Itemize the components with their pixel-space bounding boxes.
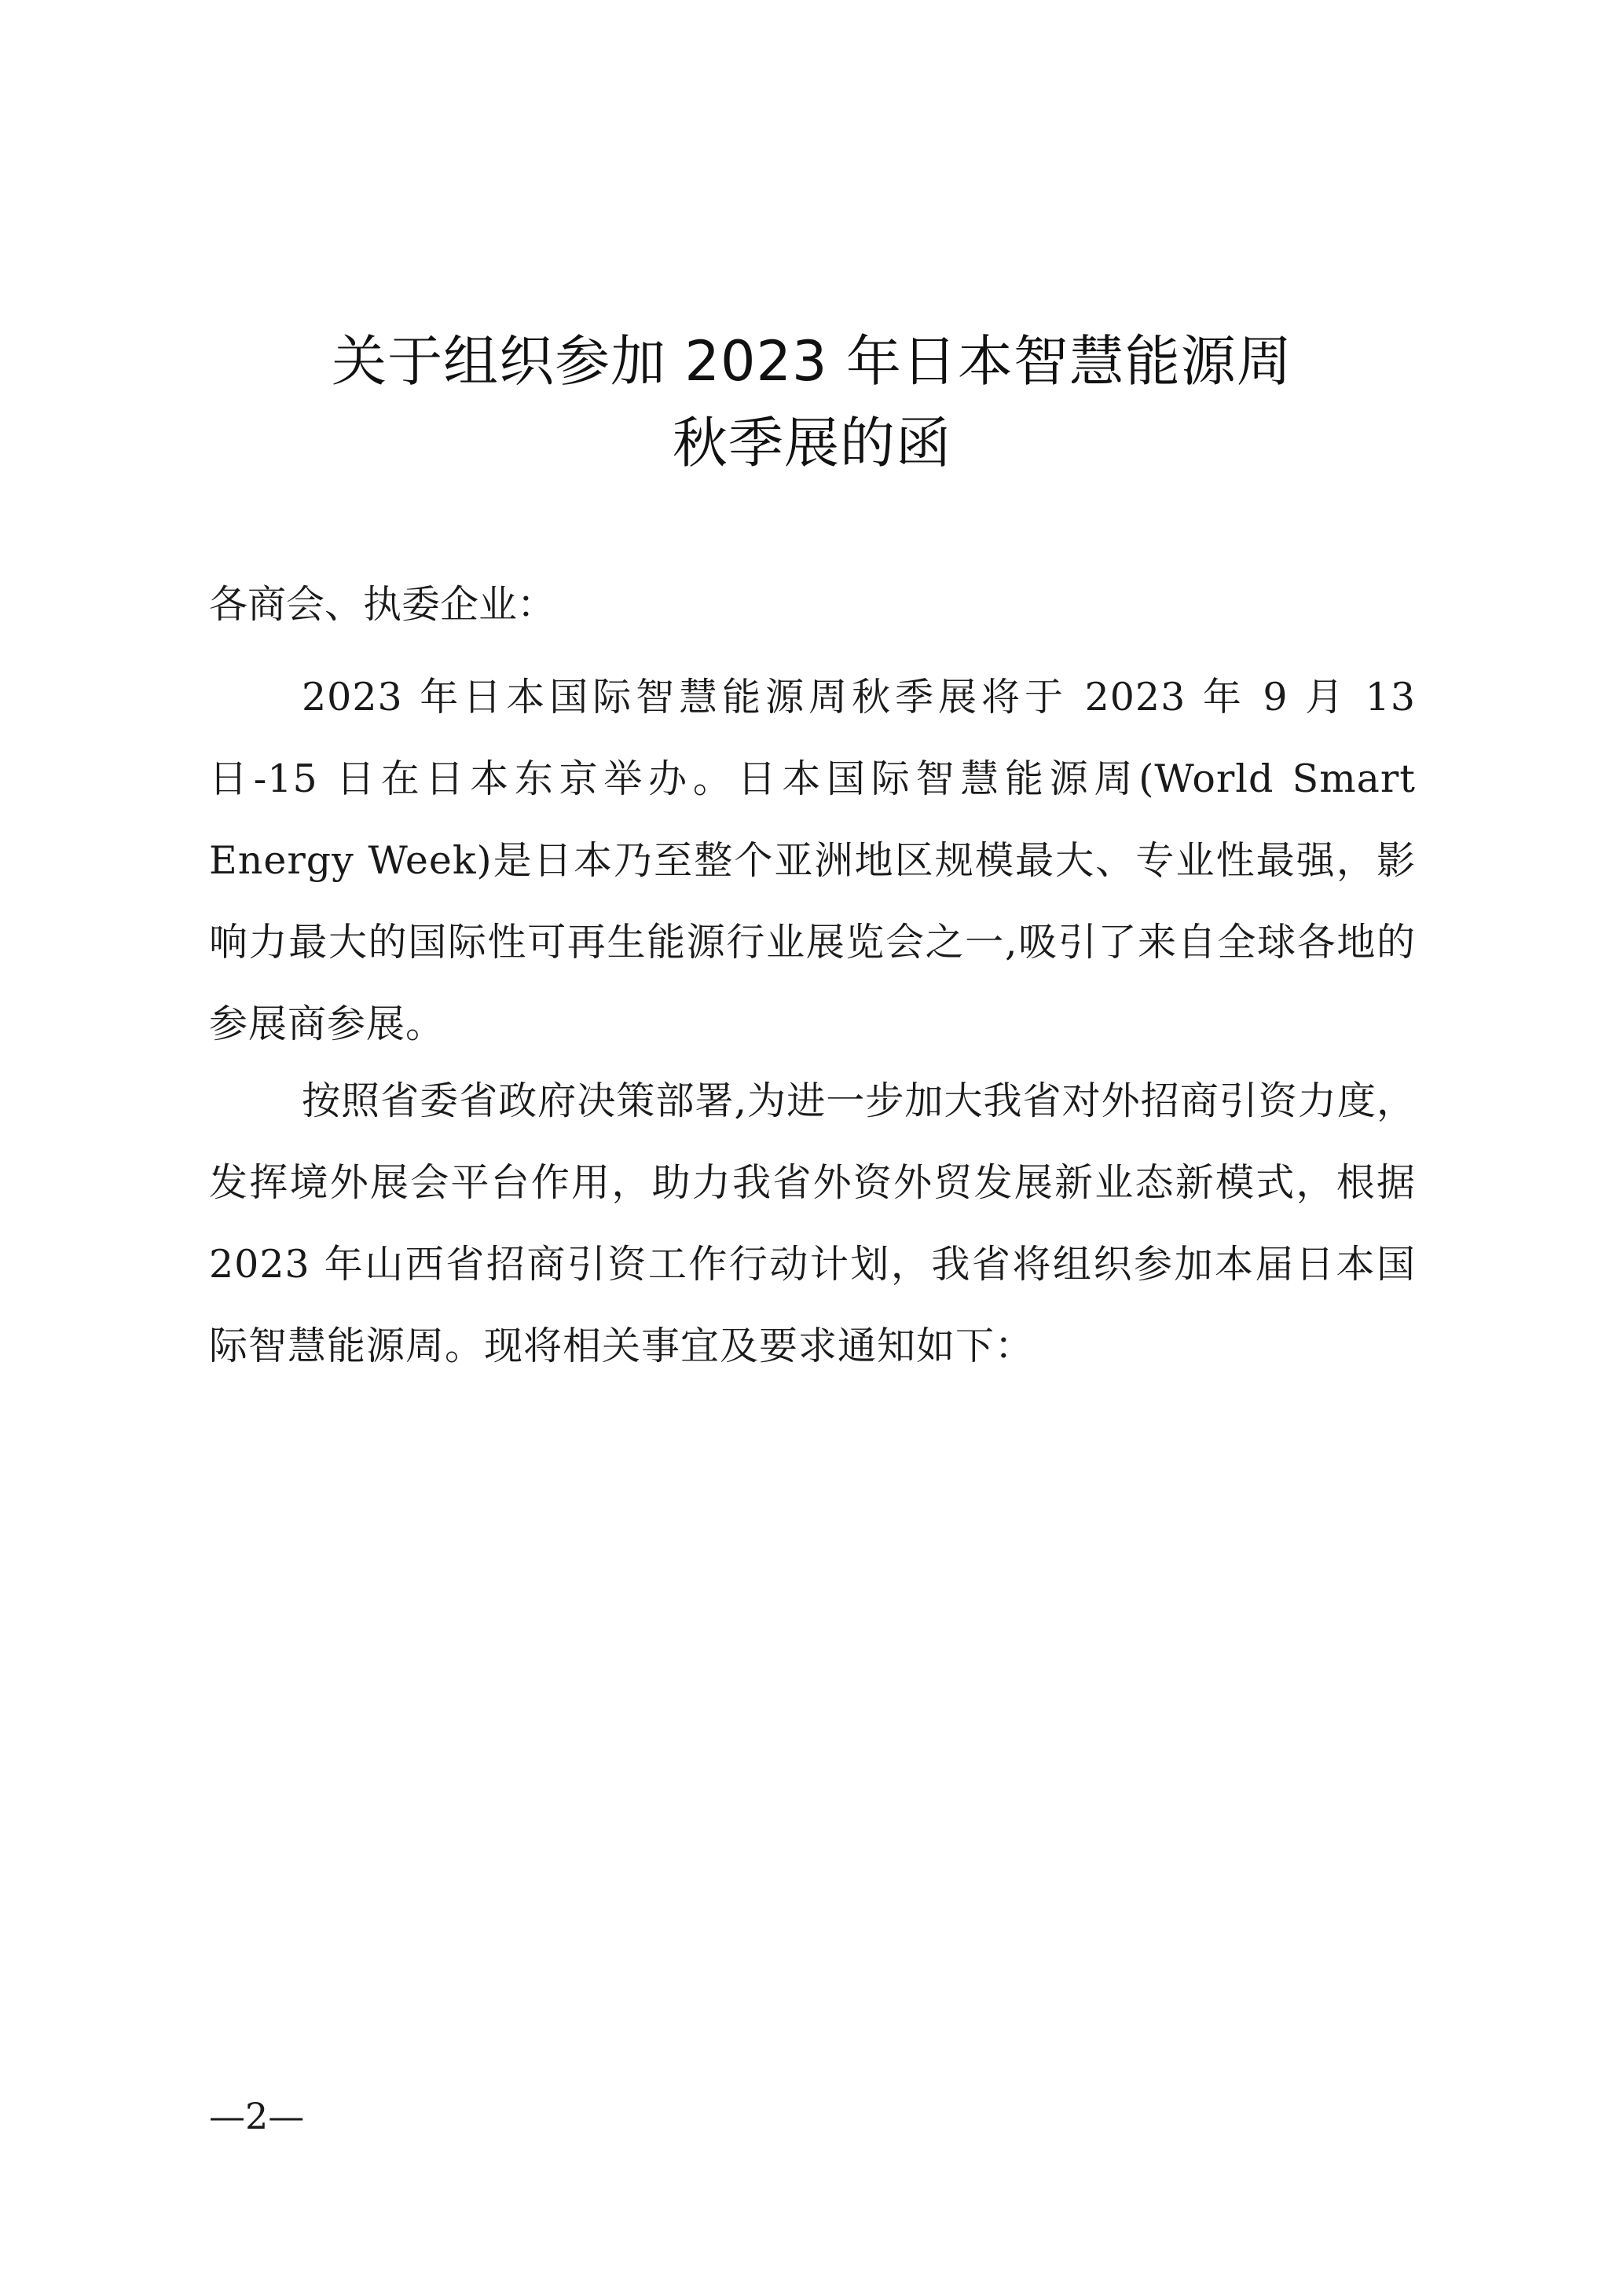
- paragraph-intro: 2023 年日本国际智慧能源周秋季展将于 2023 年 9 月 13 日-15 日在日本东京举办。日本国际智慧能源周(World Smart Energy Week)是日本乃至整个亚洲地区规模最大、专业性最强，影响力最大的国际性可再生能源行业展览会之一,吸引了来自全球各地的参展商参展。: [209, 675, 1416, 1046]
- salutation: 各商会、执委企业：: [209, 582, 556, 627]
- page-number: —2—: [209, 2095, 305, 2137]
- document-title-line-1: 关于组织参加 2023 年日本智慧能源周: [332, 329, 1292, 394]
- document-title-line-2: 秋季展的函: [673, 411, 951, 475]
- paragraph-arrangement: 按照省委省政府决策部署,为进一步加大我省对外招商引资力度，发挥境外展会平台作用，助力我省外资外贸发展新业态新模式，根据2023 年山西省招商引资工作行动计划，我省将组织参加本届日本国际智慧能源周。现将相关事宜及要求通知如下：: [209, 1078, 1416, 1368]
